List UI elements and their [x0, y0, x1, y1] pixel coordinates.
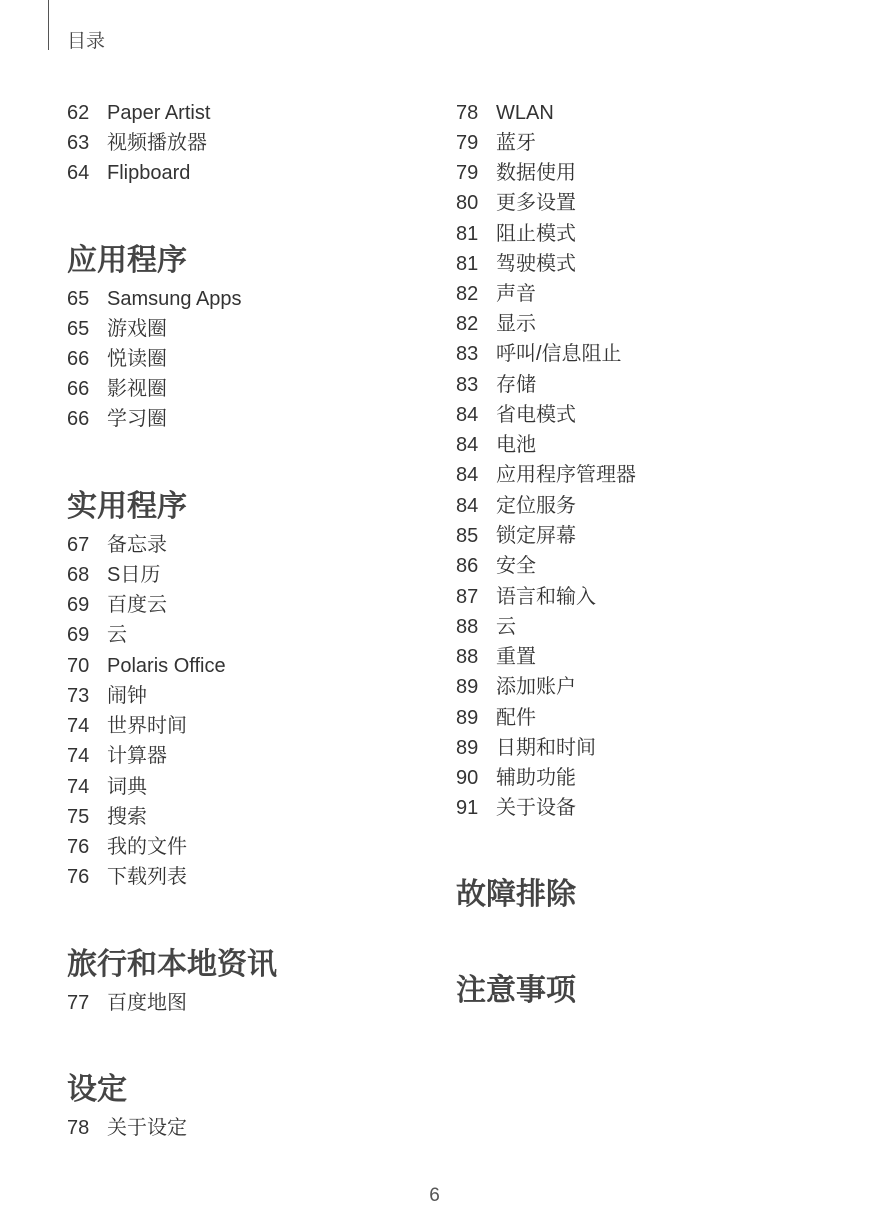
toc-entry[interactable]	[456, 491, 576, 521]
toc-page-number: 66	[67, 348, 90, 370]
toc-entry[interactable]	[456, 400, 576, 430]
toc-entry[interactable]	[67, 314, 167, 344]
toc-page-number: 74	[67, 745, 90, 767]
toc-entry-title: 世界时间	[107, 715, 187, 737]
toc-page-number: 63	[67, 132, 90, 154]
toc-entry-title: 百度地图	[107, 992, 187, 1014]
toc-page-number: 74	[67, 776, 90, 798]
section-heading-apps[interactable]: 应用程序	[67, 244, 187, 277]
toc-entry[interactable]	[67, 620, 127, 650]
toc-entry[interactable]	[456, 582, 596, 612]
toc-entry[interactable]	[67, 284, 242, 314]
toc-entry[interactable]	[67, 651, 226, 681]
toc-page-number: 73	[67, 685, 90, 707]
toc-entry-title: 日期和时间	[496, 737, 596, 759]
toc-entry[interactable]	[67, 374, 167, 404]
toc-page-number: 76	[67, 836, 90, 858]
toc-entry[interactable]	[67, 128, 207, 158]
toc-page-number: 77	[67, 992, 90, 1014]
toc-entry[interactable]	[456, 793, 576, 823]
toc-entry-title: Polaris Office	[107, 655, 226, 677]
toc-page-number: 70	[67, 655, 90, 677]
toc-entry[interactable]	[456, 158, 576, 188]
toc-entry-title: 阻止模式	[496, 223, 576, 245]
toc-entry-title: Samsung Apps	[107, 288, 242, 310]
toc-entry[interactable]	[67, 344, 167, 374]
toc-entry[interactable]	[456, 612, 516, 642]
toc-entry[interactable]	[456, 98, 554, 128]
toc-page-number: 87	[456, 586, 479, 608]
toc-page-number: 84	[456, 464, 479, 486]
toc-entry[interactable]	[456, 672, 576, 702]
toc-page-number: 88	[456, 616, 479, 638]
toc-entry[interactable]	[456, 188, 576, 218]
section-heading-utilities[interactable]: 实用程序	[67, 490, 187, 523]
toc-page-number: 66	[67, 408, 90, 430]
toc-entry-title: 配件	[496, 707, 536, 729]
header-rule	[48, 0, 49, 50]
toc-entry-title: 计算器	[107, 745, 167, 767]
toc-entry-title: 安全	[496, 555, 536, 577]
toc-entry[interactable]	[67, 1113, 187, 1143]
toc-page-number: 81	[456, 253, 479, 275]
toc-entry-title: 备忘录	[107, 534, 167, 556]
toc-entry[interactable]	[67, 862, 187, 892]
toc-page-number: 69	[67, 624, 90, 646]
toc-page-number: 89	[456, 737, 479, 759]
toc-entry[interactable]	[67, 741, 167, 771]
toc-entry[interactable]	[456, 309, 536, 339]
toc-entry-title: 数据使用	[496, 162, 576, 184]
toc-entry[interactable]	[456, 249, 576, 279]
toc-page-number: 89	[456, 676, 479, 698]
toc-entry-title: 添加账户	[496, 676, 576, 698]
toc-page-number: 89	[456, 707, 479, 729]
toc-page-number: 78	[456, 102, 479, 124]
toc-entry[interactable]	[67, 404, 167, 434]
toc-entry-title: S日历	[107, 564, 161, 586]
toc-entry-title: 影视圈	[107, 378, 167, 400]
toc-page-number: 86	[456, 555, 479, 577]
toc-page-number: 76	[67, 866, 90, 888]
toc-entry-title: 电池	[496, 434, 536, 456]
toc-entry[interactable]	[456, 703, 536, 733]
toc-entry[interactable]	[67, 832, 187, 862]
toc-page-number: 84	[456, 495, 479, 517]
toc-page-number: 79	[456, 132, 479, 154]
toc-page-number: 78	[67, 1117, 90, 1139]
toc-entry[interactable]	[456, 521, 576, 551]
toc-entry[interactable]	[456, 430, 536, 460]
toc-page-number: 85	[456, 525, 479, 547]
toc-page-number: 75	[67, 806, 90, 828]
toc-page-number: 84	[456, 434, 479, 456]
toc-entry[interactable]	[67, 158, 190, 188]
section-heading-troubleshooting[interactable]: 故障排除	[456, 878, 576, 911]
toc-entry-title: 应用程序管理器	[496, 464, 636, 486]
page-header-title: 目录	[67, 31, 106, 52]
toc-entry-title: 关于设定	[107, 1117, 187, 1139]
toc-entry-title: Flipboard	[107, 162, 191, 184]
toc-page-number: 67	[67, 534, 90, 556]
toc-entry-title: 百度云	[107, 594, 167, 616]
toc-entry-title: 定位服务	[496, 495, 576, 517]
toc-page-number: 83	[456, 343, 479, 365]
toc-entry-title: 存储	[496, 374, 536, 396]
toc-page-number: 62	[67, 102, 90, 124]
toc-page-number: 88	[456, 646, 479, 668]
toc-page-number: 65	[67, 318, 90, 340]
toc-entry-title: Paper Artist	[107, 102, 211, 124]
toc-entry-title: 显示	[496, 313, 536, 335]
toc-entry-title: 重置	[496, 646, 536, 668]
toc-entry-title: 更多设置	[496, 192, 576, 214]
toc-entry-title: 搜索	[107, 806, 147, 828]
toc-entry[interactable]	[67, 530, 167, 560]
toc-entry[interactable]	[67, 590, 167, 620]
toc-entry[interactable]	[67, 772, 147, 802]
toc-entry-title: 云	[496, 616, 516, 638]
toc-page-number: 65	[67, 288, 90, 310]
toc-entry-title: 呼叫/信息阻止	[496, 343, 622, 365]
toc-entry[interactable]	[67, 681, 147, 711]
toc-entry[interactable]	[67, 802, 147, 832]
toc-entry[interactable]	[456, 642, 536, 672]
toc-entry-title: 声音	[496, 283, 536, 305]
toc-entry-title: 省电模式	[496, 404, 576, 426]
toc-entry[interactable]	[456, 551, 536, 581]
toc-page-number: 91	[456, 797, 479, 819]
toc-entry[interactable]	[67, 560, 160, 590]
toc-page-number: 79	[456, 162, 479, 184]
toc-entry-title: 闹钟	[107, 685, 147, 707]
toc-page-number: 64	[67, 162, 90, 184]
toc-entry-title: 我的文件	[107, 836, 187, 858]
toc-entry[interactable]	[456, 339, 622, 369]
toc-entry[interactable]	[456, 460, 636, 490]
toc-entry-title: 词典	[107, 776, 147, 798]
toc-entry-title: WLAN	[496, 102, 554, 124]
toc-page-number: 82	[456, 283, 479, 305]
toc-page-number: 81	[456, 223, 479, 245]
toc-entry-title: 游戏圈	[107, 318, 167, 340]
toc-entry[interactable]	[456, 733, 596, 763]
toc-entry-title: 语言和输入	[496, 586, 596, 608]
toc-entry-title: 悦读圈	[107, 348, 167, 370]
toc-entry[interactable]	[67, 711, 187, 741]
toc-entry-title: 学习圈	[107, 408, 167, 430]
toc-entry-title: 下载列表	[107, 866, 187, 888]
toc-page-number: 68	[67, 564, 90, 586]
toc-entry[interactable]	[456, 128, 536, 158]
toc-page-number: 82	[456, 313, 479, 335]
toc-entry[interactable]	[456, 763, 576, 793]
toc-page-number: 90	[456, 767, 479, 789]
toc-page-number: 84	[456, 404, 479, 426]
toc-entry-title: 关于设备	[496, 797, 576, 819]
toc-entry[interactable]	[456, 370, 536, 400]
toc-page-number: 69	[67, 594, 90, 616]
toc-entry-title: 辅助功能	[496, 767, 576, 789]
toc-page-number: 83	[456, 374, 479, 396]
toc-entry-title: 驾驶模式	[496, 253, 576, 275]
section-heading-precautions[interactable]: 注意事项	[456, 974, 576, 1007]
toc-entry[interactable]	[456, 279, 536, 309]
toc-page-number: 66	[67, 378, 90, 400]
section-heading-travel[interactable]: 旅行和本地资讯	[67, 948, 277, 981]
toc-entry-title: 云	[107, 624, 127, 646]
toc-entry-title: 蓝牙	[496, 132, 536, 154]
toc-entry[interactable]	[67, 988, 187, 1018]
section-heading-settings[interactable]: 设定	[67, 1073, 127, 1106]
toc-entry[interactable]	[67, 98, 210, 128]
toc-page-number: 80	[456, 192, 479, 214]
toc-page-number: 74	[67, 715, 90, 737]
toc-entry-title: 锁定屏幕	[496, 525, 576, 547]
toc-entry[interactable]	[456, 219, 576, 249]
toc-entry-title: 视频播放器	[107, 132, 207, 154]
page-number: 6	[429, 1185, 440, 1206]
